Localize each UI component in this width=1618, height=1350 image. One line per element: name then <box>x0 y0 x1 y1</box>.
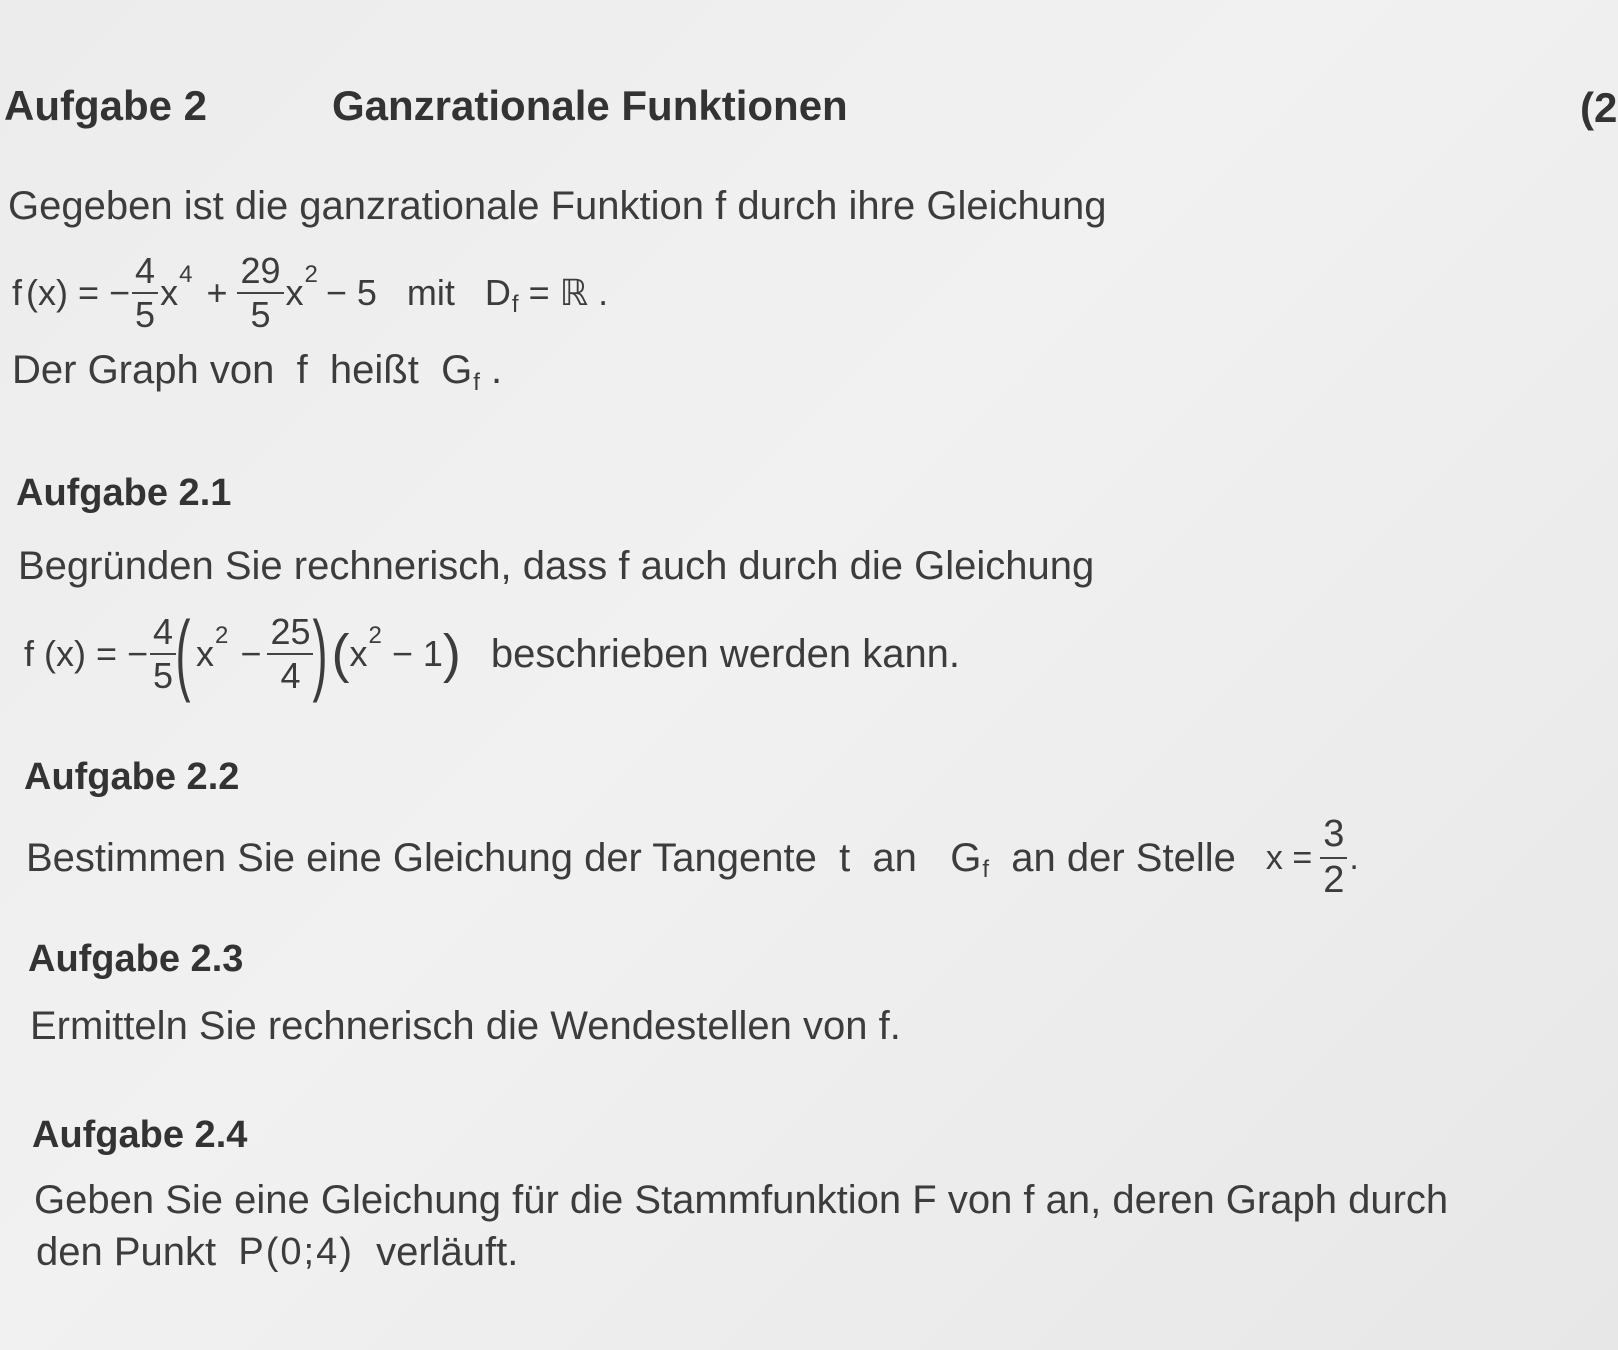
exponent: 2 <box>215 622 229 649</box>
graph-line <box>12 348 503 396</box>
eq-f: f <box>12 272 23 313</box>
task-2-3-text: Ermitteln Sie rechnerisch die Wendestellen von f. <box>30 1004 901 1048</box>
frac-den: 4 <box>280 655 301 696</box>
point-p: P(0;4) <box>238 1231 354 1273</box>
frac-num: 4 <box>150 613 176 655</box>
left-paren-2: ( <box>331 624 350 684</box>
heading-2-4: Aufgabe 2.4 <box>32 1114 248 1156</box>
domain-equals: = ℝ . <box>528 272 609 313</box>
page-title: Ganzrationale Funktionen <box>332 82 848 129</box>
fraction-29-5 <box>237 252 283 334</box>
points-label: (2 <box>1580 84 1618 131</box>
exponent: 2 <box>304 261 318 288</box>
var-x: x <box>196 633 215 674</box>
task-2-1-text: Begründen Sie rechnerisch, dass f auch durch die Gleichung <box>18 544 1095 588</box>
x-equals: x = <box>1265 838 1313 877</box>
frac-num: 3 <box>1320 815 1347 859</box>
fraction-4-5 <box>150 613 176 695</box>
minus-sign: − <box>240 633 262 674</box>
graph-text: Der Graph von f heißt G <box>12 348 473 392</box>
frac-num: 4 <box>132 252 158 294</box>
plus-sign: + <box>206 272 228 313</box>
task-2-4-line2 <box>36 1230 518 1275</box>
heading-2-2: Aufgabe 2.2 <box>24 756 240 798</box>
function-equation <box>12 238 608 348</box>
task-2-4-line1: Geben Sie eine Gleichung für die Stammfunktion F von f an, deren Graph durch <box>34 1178 1449 1222</box>
right-paren-2: ) <box>442 624 461 684</box>
minus-one: − 1 <box>391 633 443 674</box>
verlaeuft-text: verläuft. <box>353 1230 519 1274</box>
frac-den: 2 <box>1323 859 1345 901</box>
eq-open: (x) = − <box>26 272 131 313</box>
exponent: 4 <box>179 261 193 288</box>
task-number: Aufgabe 2 <box>4 82 208 129</box>
period: . <box>1349 838 1359 877</box>
intro-line: Gegeben ist die ganzrationale Funktion f durch ihre Gleichung <box>8 184 1107 228</box>
var-x: x <box>285 272 304 313</box>
stelle-text: an der Stelle <box>989 835 1236 880</box>
punkt-text: den Punkt <box>36 1230 239 1274</box>
frac-den: 5 <box>250 294 271 335</box>
exponent: 2 <box>368 622 382 649</box>
var-x: x <box>349 633 368 674</box>
task-2-2-text <box>26 808 1359 908</box>
heading-2-3: Aufgabe 2.3 <box>28 938 244 980</box>
right-paren: ) <box>312 604 328 704</box>
left-paren: ( <box>175 604 191 704</box>
eq-tail: − 5 mit D <box>325 272 511 313</box>
graph-subscript: f <box>473 368 480 396</box>
graph-subscript: f <box>982 856 990 883</box>
task-2-1-end: beschrieben werden kann. <box>490 631 961 676</box>
fraction-4-5 <box>132 252 158 334</box>
frac-num: 25 <box>267 613 313 655</box>
graph-period: . <box>479 348 503 392</box>
fraction-25-4 <box>267 613 313 695</box>
x-equation <box>1266 815 1359 901</box>
tangent-text: Bestimmen Sie eine Gleichung der Tangente t an G <box>26 835 982 880</box>
frac-den: 5 <box>135 294 156 335</box>
fraction-3-2 <box>1320 815 1347 901</box>
eq-lhs: f (x) = − <box>24 633 149 674</box>
frac-num: 29 <box>237 252 283 294</box>
heading-2-1: Aufgabe 2.1 <box>16 472 232 514</box>
var-x: x <box>160 272 179 313</box>
domain-subscript: f <box>511 291 519 318</box>
factored-equation <box>24 598 960 710</box>
frac-den: 5 <box>153 655 174 696</box>
